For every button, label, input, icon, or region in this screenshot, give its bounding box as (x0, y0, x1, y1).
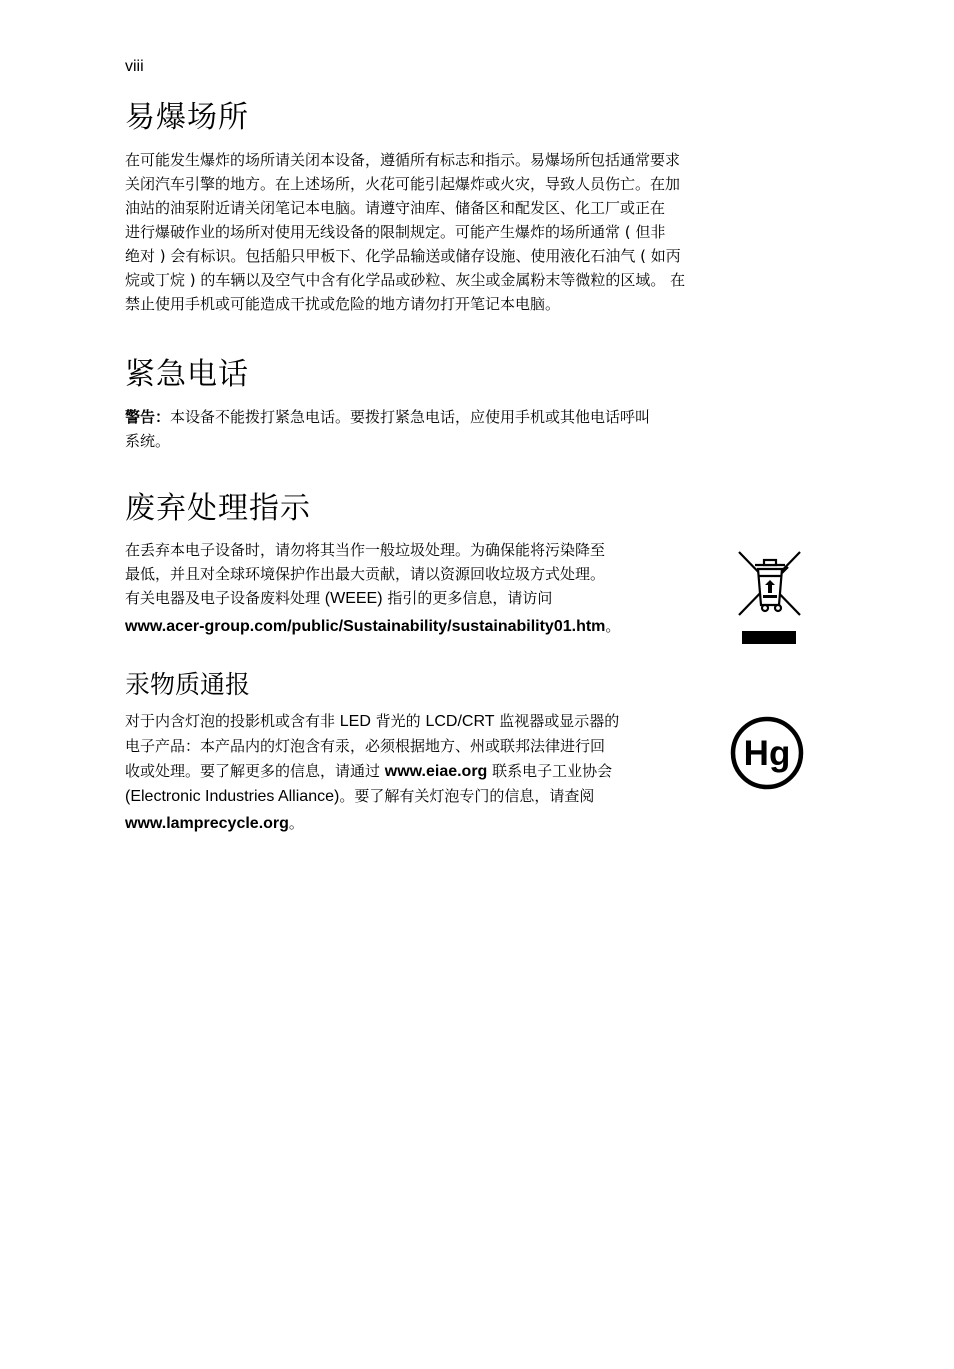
crossed-out-wheelie-bin-icon (736, 549, 806, 645)
section-title-disposal: 废弃处理指示 (125, 491, 311, 526)
mercury-icon-text: Hg (743, 734, 791, 773)
text-line: 最低，并且对全球环境保护作出最大贡献，请以资源回收垃圾方式处理。 (125, 565, 606, 583)
section-title-mercury: 汞物质通报 (125, 670, 251, 699)
text-line: 在可能发生爆炸的场所请关闭本设备，遵循所有标志和指示。易爆场所包括通常要求 (125, 151, 681, 169)
section-title-emergency: 紧急电话 (125, 357, 249, 392)
text-line: 进行爆破作业的场所对使用无线设备的限制规定。可能产生爆炸的场所通常 ( 但非 (125, 223, 666, 241)
page-number: viii (125, 58, 144, 75)
mercury-paragraph (125, 709, 619, 836)
mercury-hg-icon (729, 715, 805, 791)
emergency-paragraph (125, 405, 650, 453)
text-span: 背光的 (370, 712, 426, 730)
text-span: (Electronic Industries Alliance) (125, 788, 340, 805)
sustainability-link[interactable]: www.acer-group.com/public/Sustainability/sustainability01.htm (125, 618, 606, 635)
text-line (125, 784, 619, 809)
text-line (125, 586, 620, 611)
disposal-paragraph (125, 538, 620, 639)
warning-text: 本设备不能拨打紧急电话。要拨打紧急电话，应使用手机或其他电话呼叫 (170, 408, 651, 426)
text-span: LED (339, 713, 371, 730)
text-line: 烷或丁烷 ) 的车辆以及空气中含有化学品或砂粒、灰尘或金属粉末等微粒的区域。 在 (125, 271, 686, 289)
text-line (125, 614, 620, 639)
text-line (125, 405, 650, 429)
text-span: 。 (605, 617, 621, 635)
eiae-link[interactable]: www.eiae.org (384, 763, 488, 780)
text-line: 油站的油泵附近请关闭笔记本电脑。请遵守油库、储备区和配发区、化工厂或正在 (125, 199, 666, 217)
text-line: 在丢弃本电子设备时，请勿将其当作一般垃圾处理。为确保能将污染降至 (125, 541, 606, 559)
text-line: 关闭汽车引擎的地方。在上述场所，火花可能引起爆炸或火灾，导致人员伤亡。在加 (125, 175, 681, 193)
text-span: 。 (288, 814, 304, 832)
text-span: 有关电器及电子设备废料处理 (125, 589, 325, 607)
text-line: 系统。 (125, 432, 171, 450)
explosive-paragraph (125, 148, 685, 316)
text-line (125, 811, 619, 836)
text-span: LCD/CRT (425, 713, 495, 730)
text-line: 禁止使用手机或可能造成干扰或危险的地方请勿打开笔记本电脑。 (125, 295, 561, 313)
text-span: 收或处理。要了解更多的信息，请通过 (125, 762, 385, 780)
text-span: (WEEE) (324, 590, 383, 607)
text-line (125, 709, 619, 734)
text-span: 指引的更多信息，请访问 (382, 589, 553, 607)
text-span: 监视器或显示器的 (494, 712, 620, 730)
lamprecycle-link[interactable]: www.lamprecycle.org (125, 815, 289, 832)
text-span: 。要了解有关灯泡专门的信息，请查阅 (339, 787, 595, 805)
text-line (125, 759, 619, 784)
text-span: 对于内含灯泡的投影机或含有非 (125, 712, 340, 730)
text-span: 联系电子工业协会 (487, 762, 613, 780)
section-title-explosive: 易爆场所 (125, 100, 249, 135)
warning-label: 警告： (125, 408, 171, 426)
text-line: 电子产品：本产品内的灯泡含有汞，必须根据地方、州或联邦法律进行回 (125, 737, 606, 755)
text-line: 绝对 ) 会有标识。包括船只甲板下、化学品输送或储存设施、使用液化石油气 ( 如丙 (125, 247, 681, 265)
